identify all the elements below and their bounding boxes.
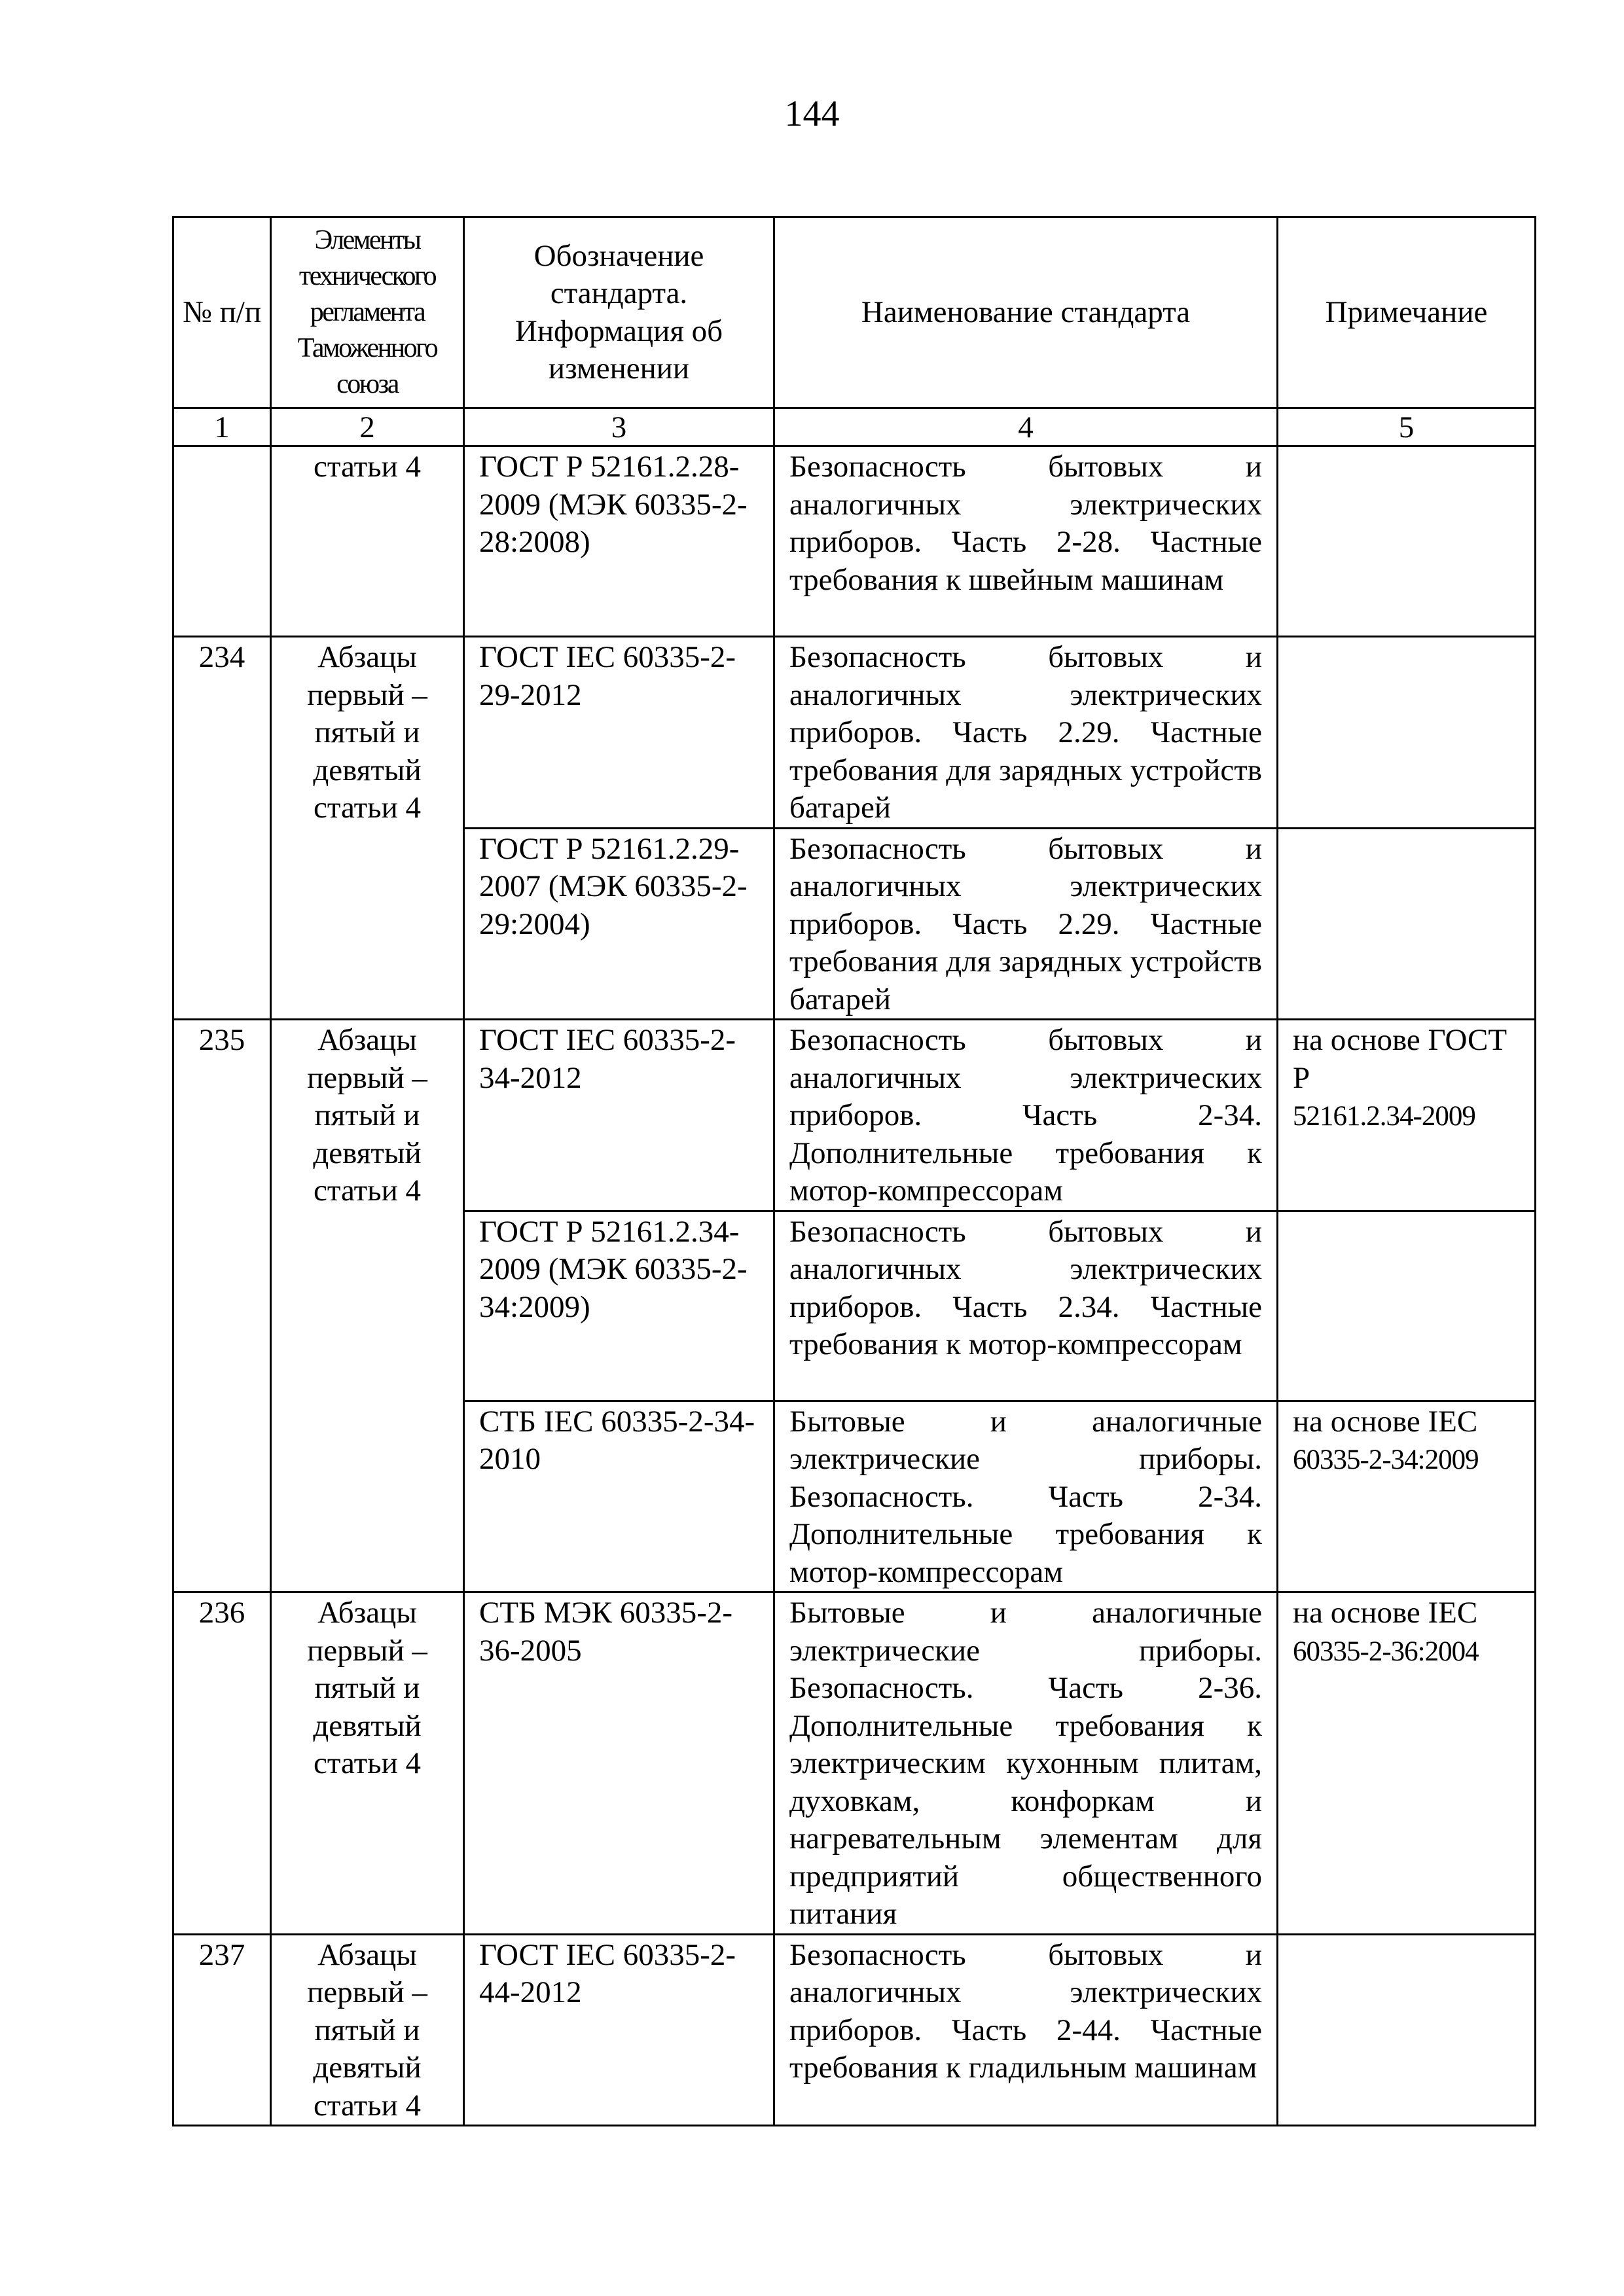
standard-note — [1278, 1211, 1536, 1401]
standard-note — [1278, 1592, 1536, 1935]
header-number: № п/п — [173, 217, 271, 408]
regulation-element: Абзацы первый – пятый и девятый статьи 4 — [271, 1020, 464, 1592]
standard-code: ГОСТ IEC 60335-2-44-2012 — [464, 1934, 774, 2126]
table-row — [173, 1592, 1536, 1935]
column-number: 1 — [173, 408, 271, 446]
table-row — [173, 637, 1536, 829]
header-note: Примечание — [1278, 217, 1536, 408]
table-row — [173, 446, 1536, 637]
note-prefix: на основе ГОСТ Р — [1293, 1023, 1507, 1095]
standard-name: Безопасность бытовых и аналогичных электрических приборов. Часть 2-34. Дополнительные требования к мотор-компрессорам — [774, 1020, 1278, 1211]
note-reference: 52161.2.34-2009 — [1293, 1101, 1475, 1132]
standard-name: Безопасность бытовых и аналогичных электрических приборов. Часть 2-28. Частные требования к швейным машинам — [774, 446, 1278, 637]
row-number: 235 — [173, 1020, 271, 1592]
standard-name: Безопасность бытовых и аналогичных электрических приборов. Часть 2.34. Частные требования к мотор-компрессорам — [774, 1211, 1278, 1401]
table-header-row — [173, 217, 1536, 408]
standard-name: Бытовые и аналогичные электрические приборы. Безопасность. Часть 2-34. Дополнительные требования к мотор-компрессорам — [774, 1401, 1278, 1592]
standard-name: Безопасность бытовых и аналогичных электрических приборов. Часть 2.29. Частные требования для зарядных устройств батарей — [774, 828, 1278, 1020]
standard-name: Безопасность бытовых и аналогичных электрических приборов. Часть 2-44. Частные требования к гладильным машинам — [774, 1934, 1278, 2126]
standard-code: ГОСТ Р 52161.2.29-2007 (МЭК 60335-2-29:2004) — [464, 828, 774, 1020]
standard-code: СТБ МЭК 60335-2-36-2005 — [464, 1592, 774, 1935]
page-number: 144 — [784, 94, 840, 134]
table-row — [173, 1020, 1536, 1211]
regulation-element: Абзацы первый – пятый и девятый статьи 4 — [271, 637, 464, 1020]
column-number: 2 — [271, 408, 464, 446]
note-reference: 60335-2-34:2009 — [1293, 1444, 1479, 1475]
header-standard-designation: Обозначение стандарта. Информация об изменении — [464, 217, 774, 408]
standard-name: Бытовые и аналогичные электрические приборы. Безопасность. Часть 2-36. Дополнительные требования к электрическим кухонным плитам, духовкам, конфоркам и нагревательным элементам для предприятий общественного питания — [774, 1592, 1278, 1935]
note-prefix: на основе IEC — [1293, 1404, 1478, 1439]
standard-code: СТБ IEC 60335-2-34-2010 — [464, 1401, 774, 1592]
row-number: 237 — [173, 1934, 271, 2126]
standards-table — [172, 216, 1536, 2126]
standard-note — [1278, 1401, 1536, 1592]
header-standard-name: Наименование стандарта — [774, 217, 1278, 408]
standard-code: ГОСТ Р 52161.2.28-2009 (МЭК 60335-2-28:2008) — [464, 446, 774, 637]
standard-note — [1278, 828, 1536, 1020]
header-regulation-elements: Элементы технического регламента Таможенного союза — [271, 217, 464, 408]
standard-code: ГОСТ IEC 60335-2-34-2012 — [464, 1020, 774, 1211]
table-row — [173, 1934, 1536, 2126]
column-number: 4 — [774, 408, 1278, 446]
note-prefix: на основе IEC — [1293, 1596, 1478, 1630]
standard-note — [1278, 446, 1536, 637]
standard-code: ГОСТ Р 52161.2.34-2009 (МЭК 60335-2-34:2009) — [464, 1211, 774, 1401]
regulation-element: статьи 4 — [271, 446, 464, 637]
regulation-element: Абзацы первый – пятый и девятый статьи 4 — [271, 1592, 464, 1935]
column-number: 3 — [464, 408, 774, 446]
standard-note — [1278, 637, 1536, 829]
row-number: 236 — [173, 1592, 271, 1935]
standard-note — [1278, 1020, 1536, 1211]
regulation-element: Абзацы первый – пятый и девятый статьи 4 — [271, 1934, 464, 2126]
standard-name: Безопасность бытовых и аналогичных электрических приборов. Часть 2.29. Частные требования для зарядных устройств батарей — [774, 637, 1278, 829]
note-reference: 60335-2-36:2004 — [1293, 1636, 1479, 1667]
column-numbers-row — [173, 408, 1536, 446]
row-number — [173, 446, 271, 637]
standard-note — [1278, 1934, 1536, 2126]
column-number: 5 — [1278, 408, 1536, 446]
standard-code: ГОСТ IEC 60335-2-29-2012 — [464, 637, 774, 829]
row-number: 234 — [173, 637, 271, 1020]
